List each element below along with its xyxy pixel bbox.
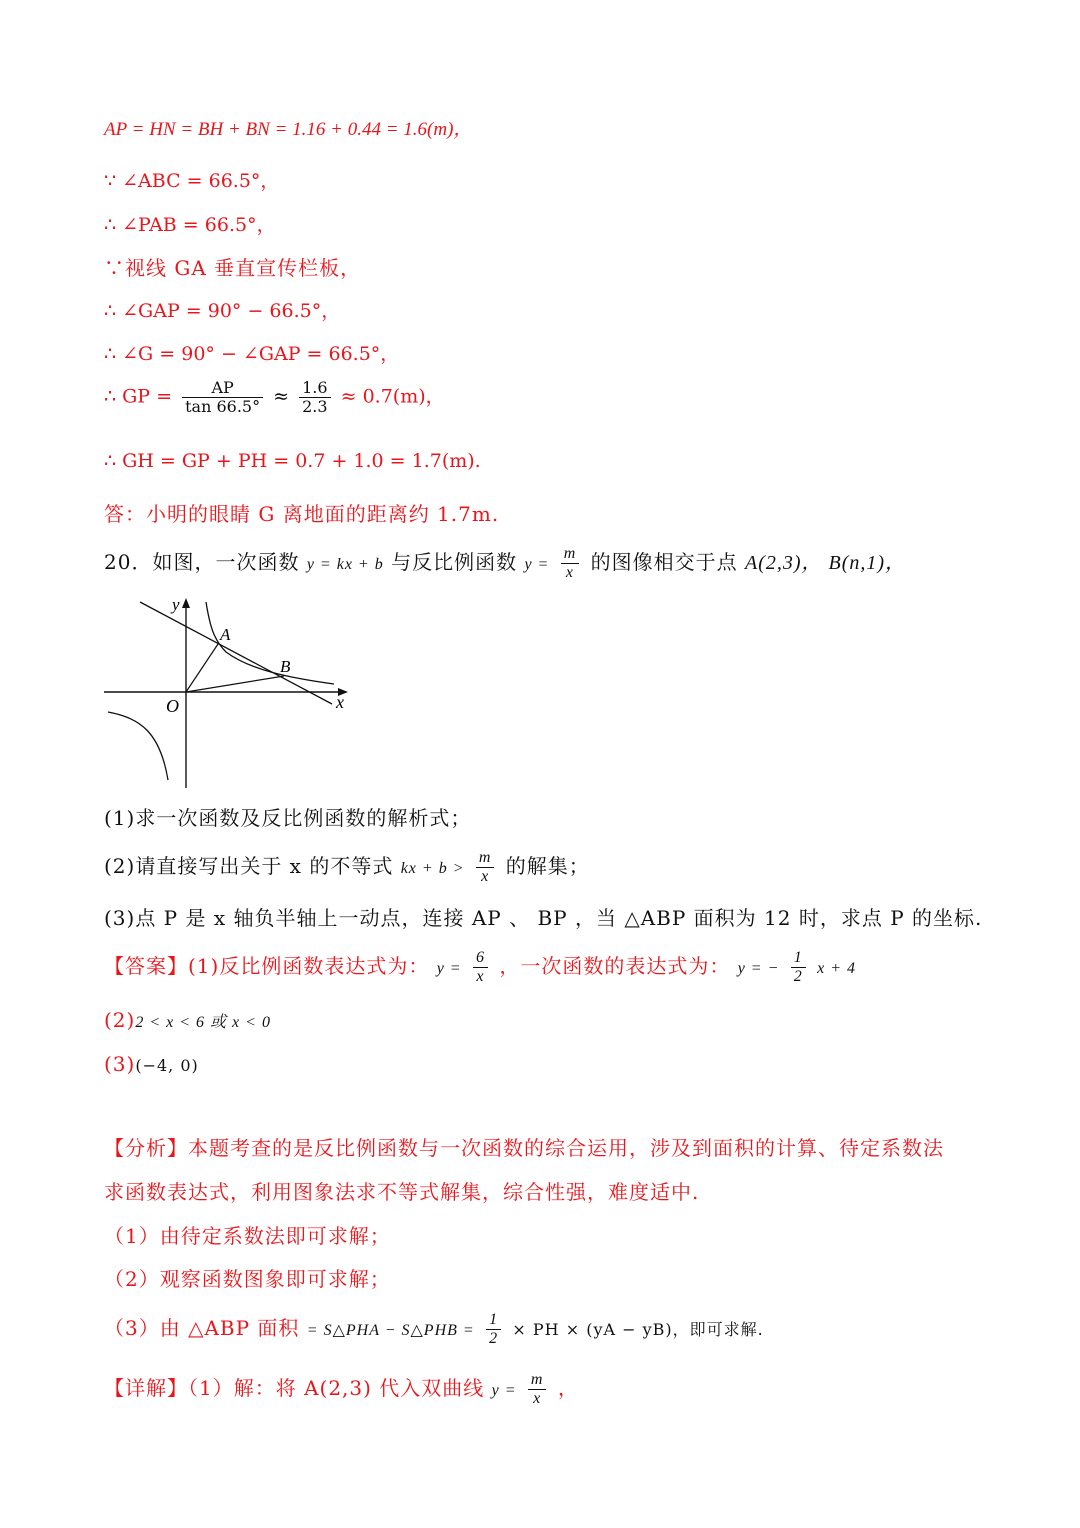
question-part-2: (2)请直接写出关于 x 的不等式 kx + b > $\frac{m}{x}$ 的解集；: [104, 849, 590, 885]
y-axis-arrow: [182, 598, 190, 608]
question-part-1: (1)求一次函数及反比例函数的解析式；: [104, 806, 472, 830]
function-graph-figure: [100, 592, 360, 792]
analysis-step-1: （1）由待定系数法即可求解；: [104, 1224, 391, 1248]
linear-function-line: [140, 602, 332, 704]
answer-line-1: 【答案】(1)反比例函数表达式为： y = $\frac{6}{x}$ ，一次函数的表达式为： y = − $\frac{1}{2}$ x + 4: [104, 949, 857, 985]
solution-line-5: ∴ ∠GAP = 90° − 66.5°，: [104, 300, 341, 322]
label-o: O: [166, 696, 179, 716]
question-stem: 20．如图，一次函数 y = kx + b 与反比例函数 y = $\frac{m}{x}$ 的图像相交于点 A(2,3)， B(n,1)，: [104, 545, 907, 581]
segment-oa: [186, 644, 218, 692]
analysis-line-1: 【分析】本题考查的是反比例函数与一次函数的综合运用，涉及到面积的计算、待定系数法: [104, 1136, 944, 1160]
solution-line-7: ∴ GP = $\frac{AP}{\tan 66.5^\circ}$ ≈ $\frac{1.6}{2.3}$ ≈ 0.7(m)，: [104, 378, 445, 416]
answer-line-2: (2)2 < x < 6 或 x < 0: [104, 1008, 271, 1032]
label-x: x: [336, 692, 344, 712]
answer-line-3: (3)(−4, 0): [104, 1052, 199, 1076]
segment-ob: [186, 676, 284, 692]
solution-line-3: ∴ ∠PAB = 66.5°，: [104, 214, 276, 236]
solution-line-6: ∴ ∠G = 90° − ∠GAP = 66.5°，: [104, 343, 400, 365]
analysis-step-2: （2）观察函数图象即可求解；: [104, 1267, 391, 1291]
detail-line-1: 【详解】（1）解：将 A(2,3) 代入双曲线 y = $\frac{m}{x}$ ，: [104, 1371, 579, 1407]
label-a: A: [220, 625, 231, 644]
solution-answer: 答：小明的眼睛 G 离地面的距离约 1.7m.: [104, 502, 500, 526]
solution-line-8: ∴ GH = GP + PH = 0.7 + 1.0 = 1.7(m).: [104, 450, 481, 472]
solution-line-4: ∵视线 GA 垂直宣传栏板，: [104, 256, 362, 280]
label-b: B: [280, 657, 291, 676]
analysis-line-2: 求函数表达式，利用图象法求不等式解集，综合性强，难度适中.: [104, 1180, 700, 1204]
question-part-3: (3)点 P 是 x 轴负半轴上一动点，连接 AP 、 BP ，当 △ABP 面积为 12 时，求点 P 的坐标.: [104, 906, 983, 930]
solution-line-1: AP = HN = BH + BN = 1.16 + 0.44 = 1.6(m)，: [104, 119, 473, 140]
analysis-step-3: （3）由 △ABP 面积 = S△PHA − S△PHB = $\frac{1}{2}$ × PH × (yA − yB)，即可求解.: [104, 1311, 764, 1347]
label-y: y: [172, 595, 180, 614]
hyperbola-branch-q3: [108, 712, 168, 780]
solution-line-2: ∵ ∠ABC = 66.5°，: [104, 170, 280, 192]
